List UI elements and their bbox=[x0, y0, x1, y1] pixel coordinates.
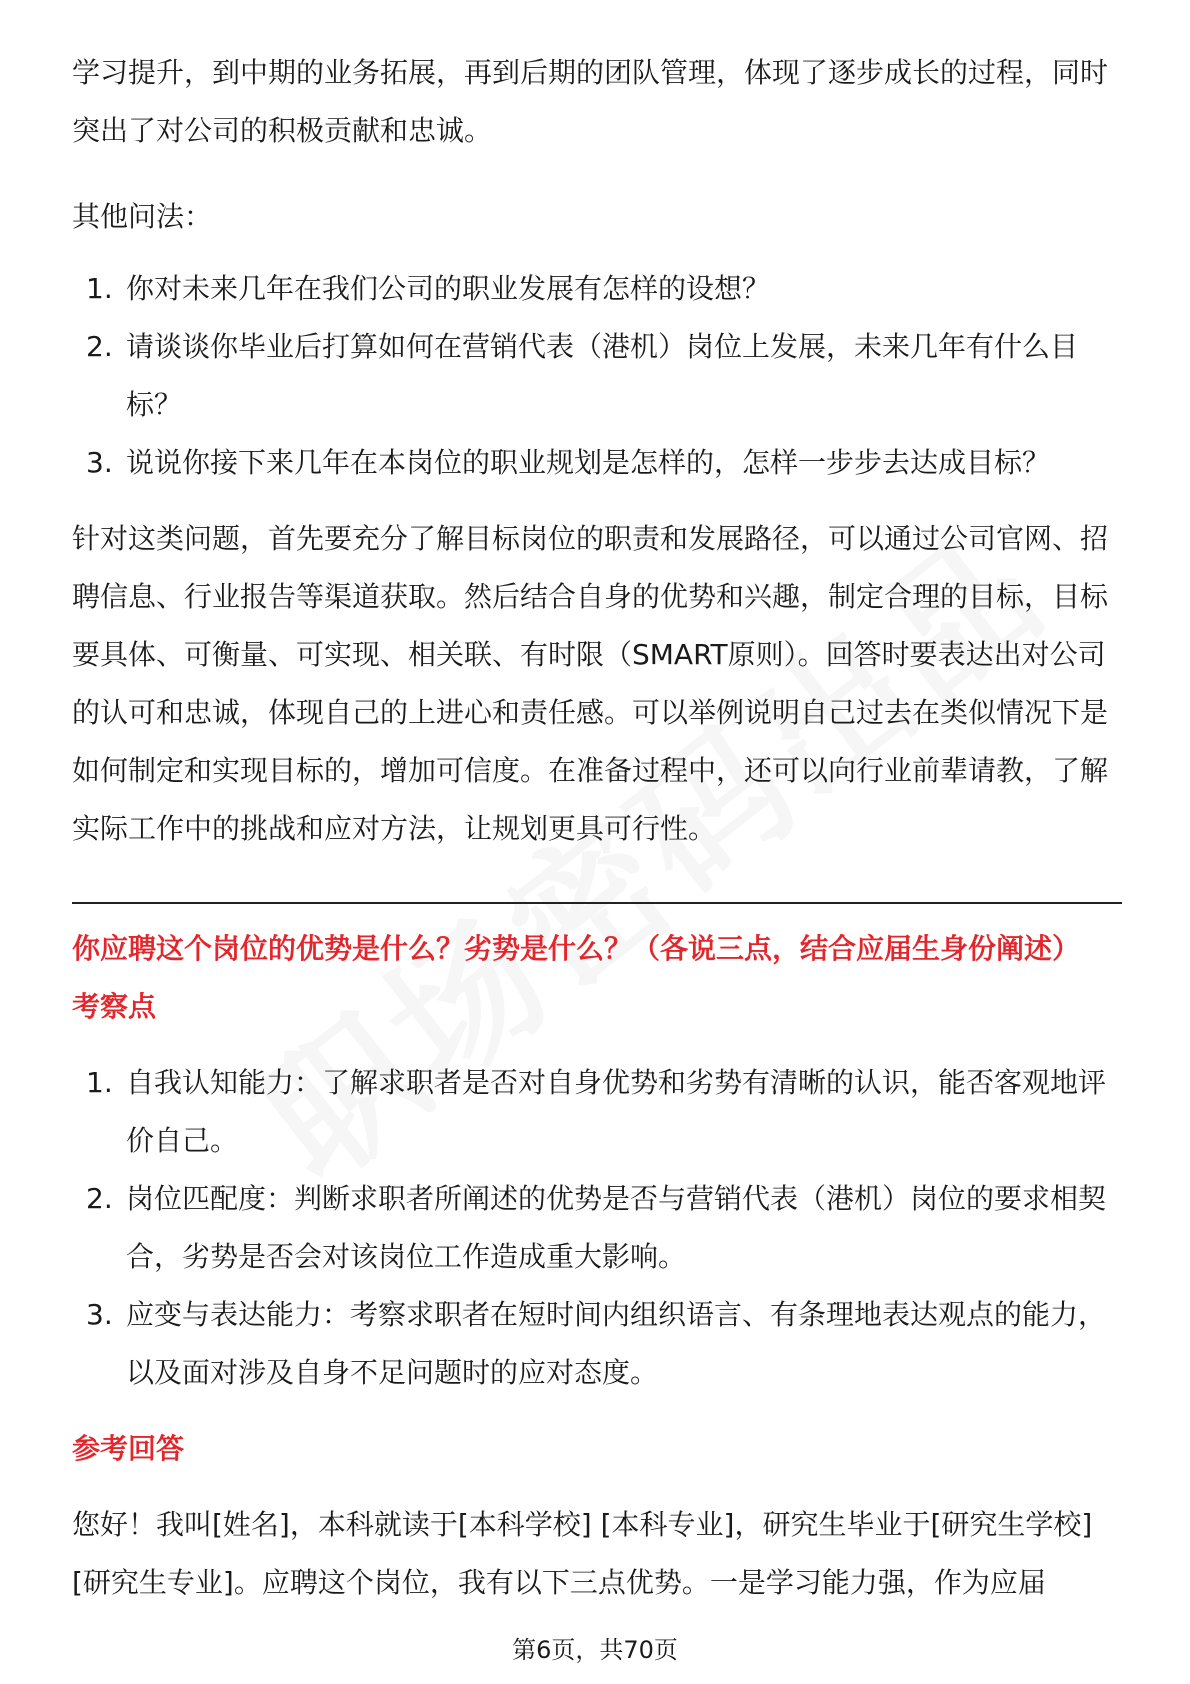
other-questions-label: 其他问法： bbox=[72, 200, 213, 233]
list-item-text: 你对未来几年在我们公司的职业发展有怎样的设想？ bbox=[126, 272, 771, 305]
intro-paragraph: 学习提升，到中期的业务拓展，再到后期的团队管理，体现了逐步成长的过程，同时突出了对公司的积极贡献和忠诚。 bbox=[72, 56, 1109, 147]
list-item bbox=[72, 318, 1122, 434]
list-number: 1. bbox=[86, 1066, 113, 1099]
page-footer: 第6页，共70页 bbox=[512, 1636, 678, 1664]
list-number: 2. bbox=[86, 330, 113, 363]
assessment-heading: 考察点 bbox=[72, 990, 157, 1023]
list-item bbox=[72, 1170, 1122, 1286]
list-item-text: 岗位匹配度：判断求职者所阐述的优势是否与营销代表（港机）岗位的要求相契合，劣势是否会对该岗位工作造成重大影响。 bbox=[126, 1182, 1107, 1273]
list-number: 1. bbox=[86, 272, 113, 305]
list-item bbox=[72, 1054, 1122, 1170]
assessment-points-list bbox=[72, 1054, 1122, 1402]
list-item bbox=[72, 1286, 1122, 1402]
other-questions-list bbox=[72, 260, 1122, 492]
section-divider bbox=[72, 902, 1122, 904]
page-content bbox=[72, 44, 1122, 1612]
reference-heading: 参考回答 bbox=[72, 1432, 185, 1465]
reference-answer: 您好！我叫[姓名]，本科就读于[本科学校] [本科专业]，研究生毕业于[研究生学校] [研究生专业]。应聘这个岗位，我有以下三点优势。一是学习能力强，作为应届 bbox=[72, 1508, 1093, 1599]
list-item-text: 说说你接下来几年在本岗位的职业规划是怎样的，怎样一步步去达成目标？ bbox=[126, 446, 1051, 479]
list-item-text: 请谈谈你毕业后打算如何在营销代表（港机）岗位上发展，未来几年有什么目标？ bbox=[126, 330, 1079, 421]
list-item-text: 应变与表达能力：考察求职者在短时间内组织语言、有条理地表达观点的能力，以及面对涉及自身不足问题时的应对态度。 bbox=[126, 1298, 1107, 1389]
list-item bbox=[72, 434, 1122, 492]
list-item bbox=[72, 260, 1122, 318]
list-item-text: 自我认知能力：了解求职者是否对自身优势和劣势有清晰的认识，能否客观地评价自己。 bbox=[126, 1066, 1107, 1157]
list-number: 3. bbox=[86, 1298, 113, 1331]
question-heading: 你应聘这个岗位的优势是什么？劣势是什么？（各说三点，结合应届生身份阐述） bbox=[72, 932, 1081, 965]
list-number: 2. bbox=[86, 1182, 113, 1215]
list-number: 3. bbox=[86, 446, 113, 479]
advice-paragraph: 针对这类问题，首先要充分了解目标岗位的职责和发展路径，可以通过公司官网、招聘信息、行业报告等渠道获取。然后结合自身的优势和兴趣，制定合理的目标，目标要具体、可衡量、可实现、相关联、有时限（SMART原则）。回答时要表达出对公司的认可和忠诚，体现自己的上进心和责任感。可以举例说明自己过去在类似情况下是如何制定和实现目标的，增加可信度。在准备过程中，还可以向行业前辈请教，了解实际工作中的挑战和应对方法，让规划更具可行性。 bbox=[72, 522, 1109, 845]
